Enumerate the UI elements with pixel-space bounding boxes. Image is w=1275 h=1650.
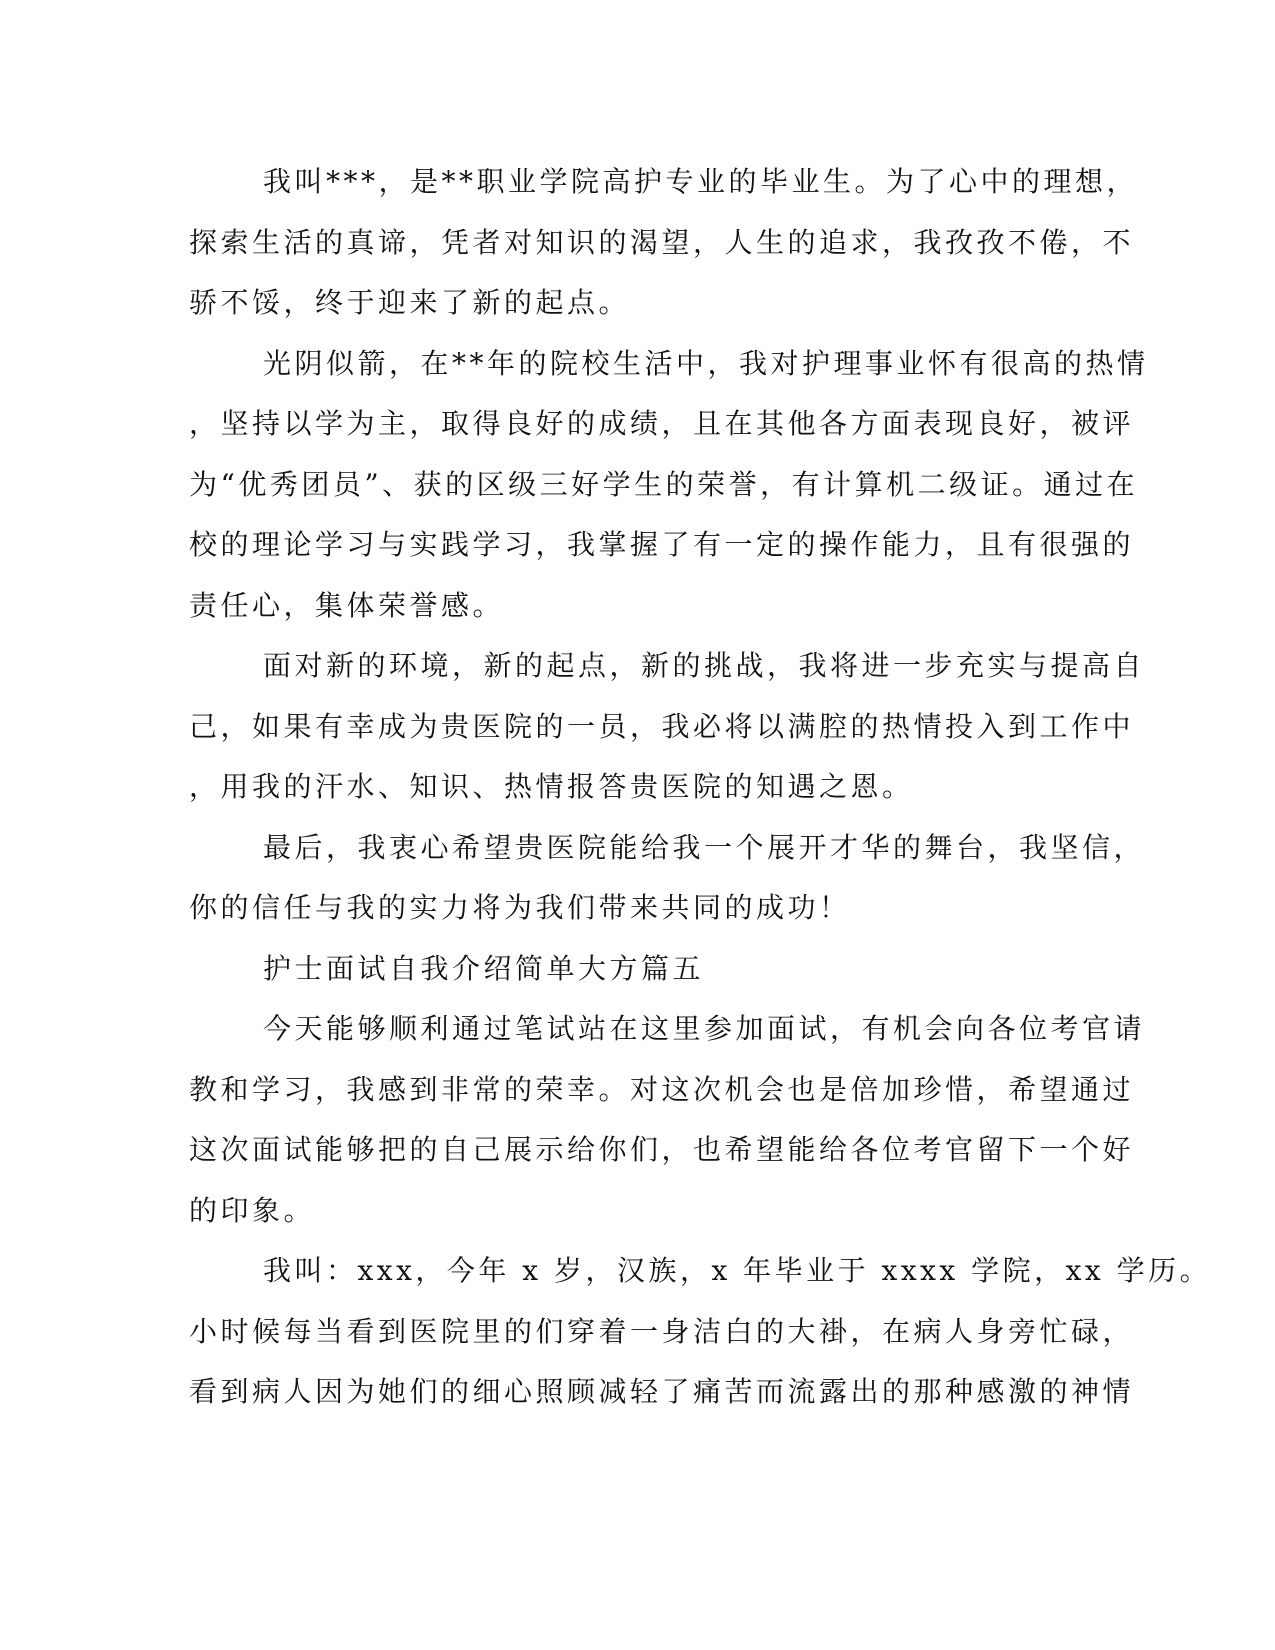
- paragraph-3: [189, 636, 1146, 818]
- paragraph-line: 教和学习，我感到非常的荣幸。对这次机会也是倍加珍惜，希望通过: [189, 1072, 1135, 1106]
- paragraph-line: 我叫***，是**职业学院高护专业的毕业生。为了心中的理想，: [263, 165, 1139, 198]
- paragraph-5: [189, 999, 1146, 1241]
- paragraph-4: [189, 818, 1146, 939]
- paragraph-line: 为“优秀团员”、获的区级三好学生的荣誉，有计算机二级证。通过在: [189, 467, 1139, 501]
- paragraph-6: [189, 1241, 1212, 1423]
- paragraph-line: 的印象。: [189, 1193, 316, 1227]
- paragraph-line: 你的信任与我的实力将为我们带来共同的成功！: [189, 891, 851, 924]
- paragraph-line: 小时候每当看到医院里的们穿着一身洁白的大褂，在病人身旁忙碌，: [189, 1314, 1135, 1348]
- paragraph-line: 面对新的环境，新的起点，新的挑战，我将进一步充实与提高自: [263, 649, 1146, 682]
- paragraph-line: 看到病人因为她们的细心照顾减轻了痛苦而流露出的那种感激的神情: [189, 1375, 1135, 1408]
- paragraph-line: ，用我的汗水、知识、热情报答贵医院的知遇之恩。: [189, 770, 914, 803]
- paragraph-line: 己，如果有幸成为贵医院的一员，我必将以满腔的热情投入到工作中: [189, 709, 1135, 743]
- paragraph-line: 这次面试能够把的自己展示给你们，也希望能给各位考官留下一个好: [189, 1133, 1135, 1166]
- paragraph-2: [189, 334, 1149, 637]
- section-heading: [189, 939, 1079, 1000]
- paragraph-line: 骄不馁，终于迎来了新的起点。: [189, 286, 631, 319]
- section-title: 护士面试自我介绍简单大方篇五: [263, 951, 705, 985]
- document-body: [189, 152, 1212, 1423]
- paragraph-line: 最后，我衷心希望贵医院能给我一个展开才华的舞台，我坚信，: [263, 830, 1146, 864]
- paragraph-line: 光阴似箭，在**年的院校生活中，我对护理事业怀有很高的热情: [263, 346, 1149, 380]
- paragraph-line: 我叫：xxx，今年 x 岁，汉族，x 年毕业于 xxxx 学院，xx 学历。: [263, 1254, 1212, 1287]
- paragraph-line: 校的理论学习与实践学习，我掌握了有一定的操作能力，且有很强的: [189, 528, 1135, 561]
- paragraph-1: [189, 152, 1139, 334]
- paragraph-line: 责任心，集体荣誉感。: [189, 588, 505, 622]
- paragraph-line: 探索生活的真谛，凭者对知识的渴望，人生的追求，我孜孜不倦，不: [189, 225, 1135, 259]
- paragraph-line: 今天能够顺利通过笔试站在这里参加面试，有机会向各位考官请: [263, 1012, 1146, 1045]
- paragraph-line: ，坚持以学为主，取得良好的成绩，且在其他各方面表现良好，被评: [189, 407, 1135, 440]
